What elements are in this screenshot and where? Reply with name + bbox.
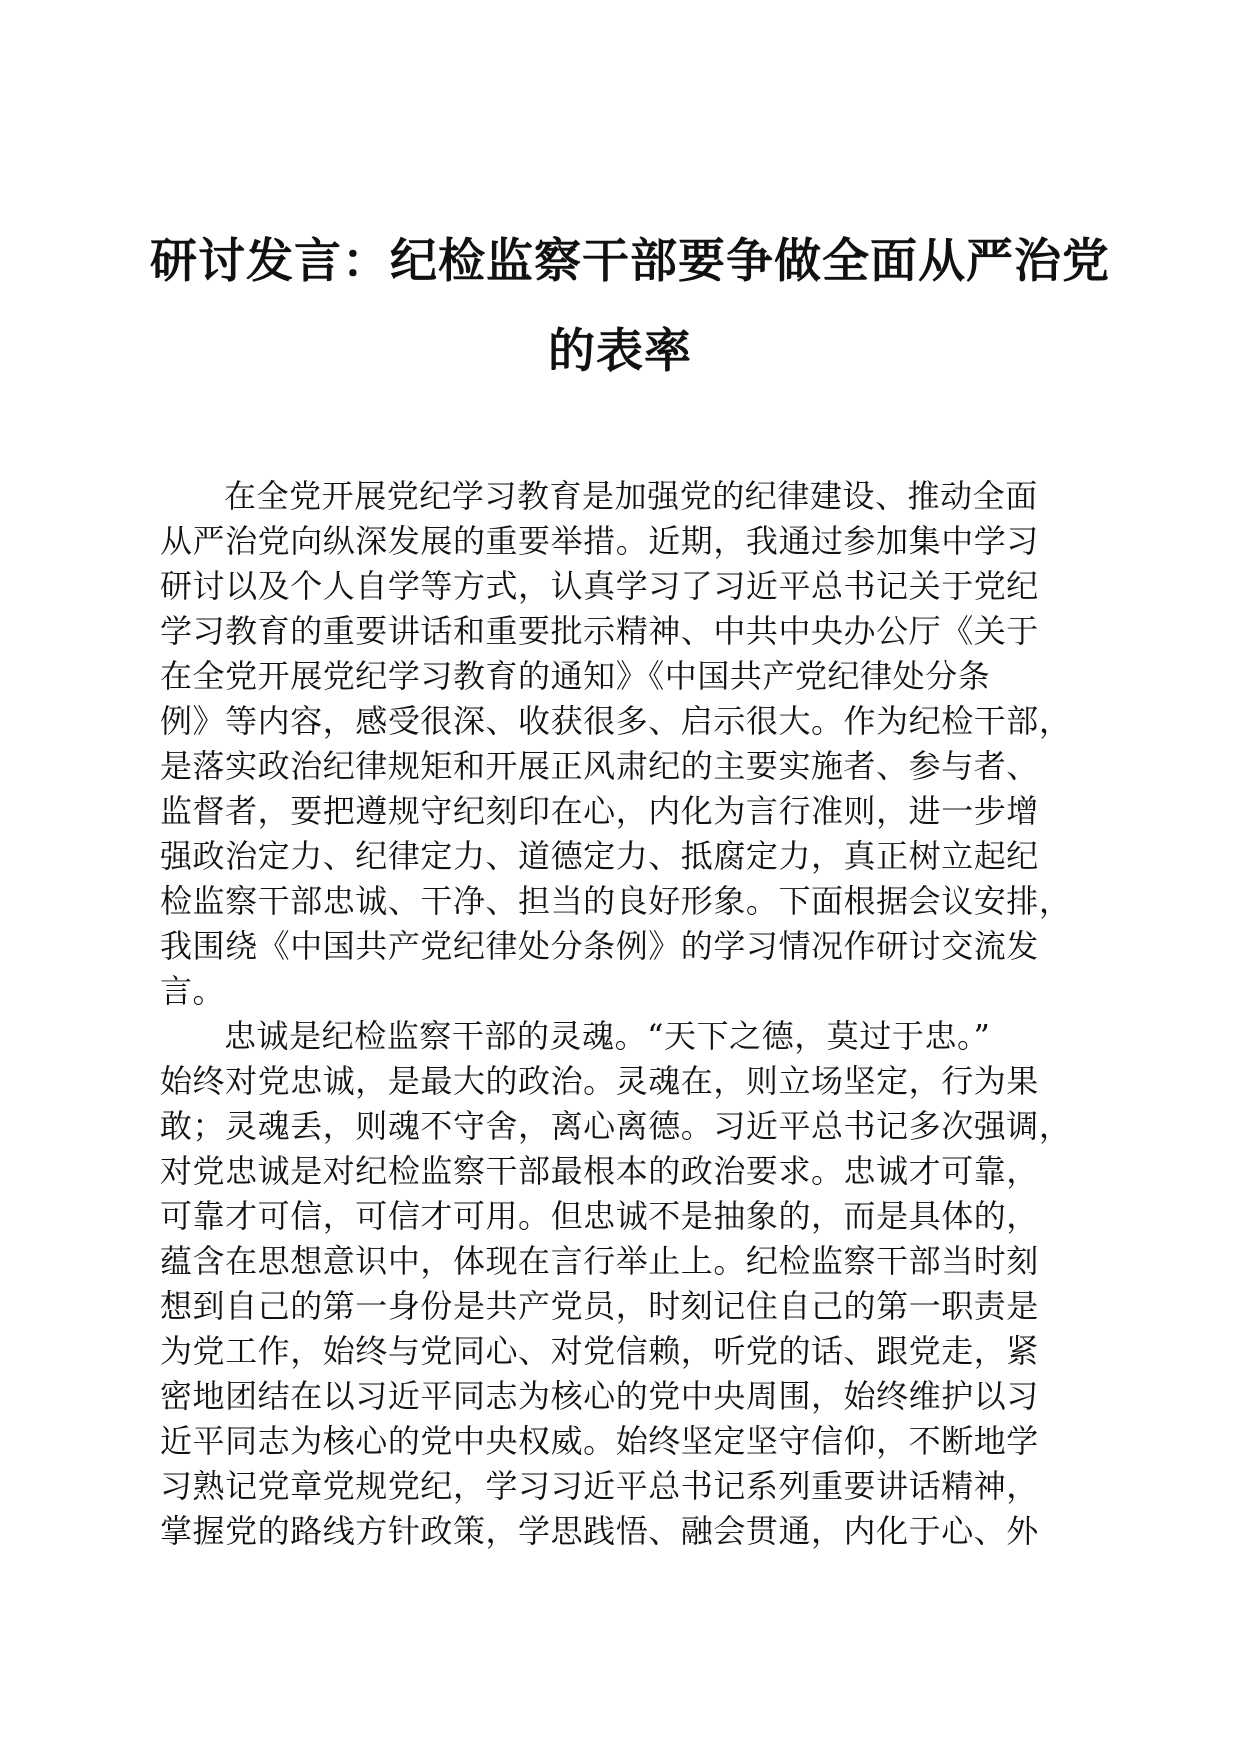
paragraph-line: 忠诚是纪检监察干部的灵魂。“天下之德，莫过于忠。” bbox=[224, 1017, 991, 1055]
paragraph-line: 蕴含在思想意识中，体现在言行举止上。纪检监察干部当时刻 bbox=[160, 1242, 1039, 1280]
paragraph-line: 始终对党忠诚，是最大的政治。灵魂在，则立场坚定，行为果 bbox=[160, 1062, 1039, 1100]
paragraph-line: 掌握党的路线方针政策，学思践悟、融会贯通，内化于心、外 bbox=[160, 1512, 1039, 1550]
paragraph-line: 在全党开展党纪学习教育的通知》《中国共产党纪律处分条 bbox=[160, 657, 991, 695]
paragraph-line: 检监察干部忠诚、干净、担当的良好形象。下面根据会议安排， bbox=[160, 882, 1072, 920]
paragraph-line: 想到自己的第一身份是共产党员，时刻记住自己的第一职责是 bbox=[160, 1287, 1039, 1325]
paragraph-line: 是落实政治纪律规矩和开展正风肃纪的主要实施者、参与者、 bbox=[160, 747, 1039, 785]
paragraph-line: 习熟记党章党规党纪，学习习近平总书记系列重要讲话精神， bbox=[160, 1467, 1039, 1505]
paragraph-line: 对党忠诚是对纪检监察干部最根本的政治要求。忠诚才可靠， bbox=[160, 1152, 1039, 1190]
paragraph-line: 在全党开展党纪学习教育是加强党的纪律建设、推动全面 bbox=[224, 477, 1038, 515]
paragraph-line: 为党工作，始终与党同心、对党信赖，听党的话、跟党走，紧 bbox=[160, 1332, 1039, 1370]
document-title-line-2: 的表率 bbox=[548, 324, 692, 379]
paragraph-line: 言。 bbox=[160, 972, 226, 1010]
paragraph-line: 研讨以及个人自学等方式，认真学习了习近平总书记关于党纪 bbox=[160, 567, 1039, 605]
paragraph-line: 从严治党向纵深发展的重要举措。近期，我通过参加集中学习 bbox=[160, 522, 1039, 560]
paragraph-line: 近平同志为核心的党中央权威。始终坚定坚守信仰，不断地学 bbox=[160, 1422, 1039, 1460]
paragraph-line: 可靠才可信，可信才可用。但忠诚不是抽象的，而是具体的， bbox=[160, 1197, 1039, 1235]
paragraph-line: 强政治定力、纪律定力、道德定力、抵腐定力，真正树立起纪 bbox=[160, 837, 1039, 875]
paragraph-line: 我围绕《中国共产党纪律处分条例》的学习情况作研讨交流发 bbox=[160, 927, 1039, 965]
paragraph-line: 敢；灵魂丢，则魂不守舍，离心离德。习近平总书记多次强调， bbox=[160, 1107, 1072, 1145]
paragraph-line: 监督者，要把遵规守纪刻印在心，内化为言行准则，进一步增 bbox=[160, 792, 1039, 830]
paragraph-line: 密地团结在以习近平同志为核心的党中央周围，始终维护以习 bbox=[160, 1377, 1039, 1415]
paragraph-line: 例》等内容，感受很深、收获很多、启示很大。作为纪检干部， bbox=[160, 702, 1072, 740]
paragraph-line: 学习教育的重要讲话和重要批示精神、中共中央办公厅《关于 bbox=[160, 612, 1039, 650]
document-title-line-1: 研讨发言：纪检监察干部要争做全面从严治党 bbox=[150, 234, 1110, 289]
